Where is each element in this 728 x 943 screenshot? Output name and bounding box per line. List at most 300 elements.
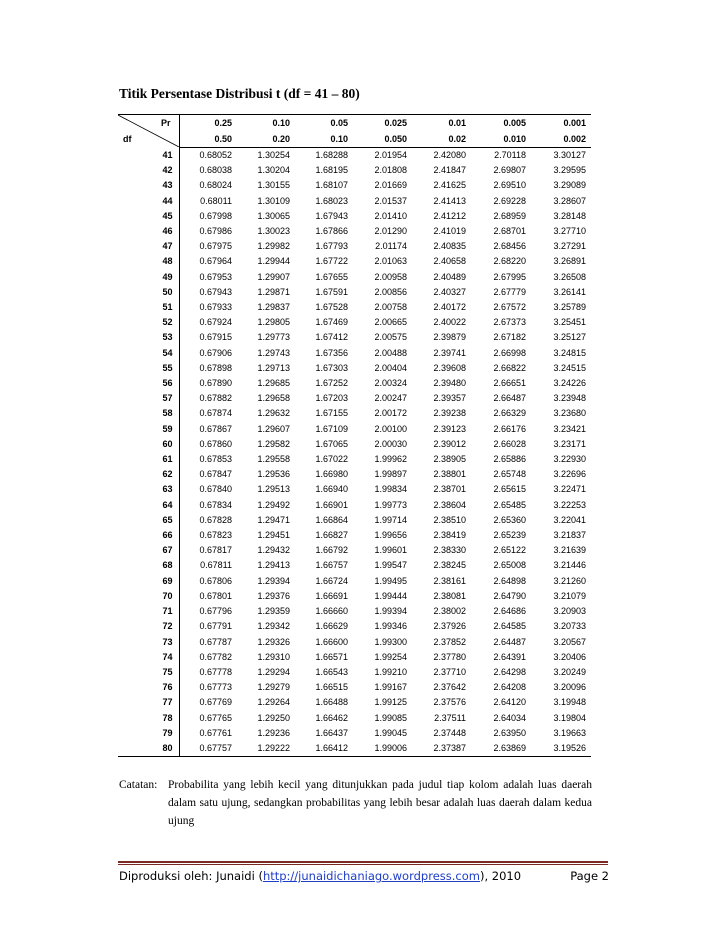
value-cell: 1.66571 — [315, 651, 348, 662]
value-cell: 0.67811 — [200, 560, 232, 571]
value-cell: 1.29558 — [257, 454, 290, 465]
pr-two-tail: 0.02 — [412, 131, 471, 148]
value-cell: 2.64898 — [493, 575, 526, 586]
value-cell: 1.99962 — [374, 454, 407, 465]
value-cell: 2.66822 — [493, 362, 526, 373]
value-cell: 1.66462 — [315, 712, 348, 723]
value-cell: 1.29413 — [257, 560, 290, 571]
value-cell: 2.70118 — [494, 150, 526, 160]
table-row — [118, 209, 591, 224]
value-cell: 3.28607 — [553, 195, 586, 206]
value-cell: 2.38081 — [433, 590, 466, 601]
value-cell: 1.30254 — [257, 150, 290, 160]
value-cell: 1.29250 — [257, 712, 290, 723]
value-cell: 2.66651 — [493, 378, 526, 389]
table-row — [118, 711, 591, 726]
value-cell: 2.67373 — [493, 317, 526, 328]
value-cell: 3.25451 — [553, 317, 586, 328]
df-cell: 65 — [118, 513, 179, 528]
value-cell: 2.65008 — [493, 560, 526, 571]
value-cell: 2.01410 — [374, 210, 407, 221]
value-cell: 3.19948 — [553, 697, 586, 708]
value-cell: 2.37710 — [433, 666, 466, 677]
value-cell: 2.38801 — [433, 469, 466, 480]
value-cell: 1.29658 — [257, 393, 290, 404]
value-cell: 3.27710 — [553, 226, 586, 237]
value-cell: 1.66980 — [315, 469, 348, 480]
value-cell: 1.99210 — [374, 666, 407, 677]
value-cell: 0.67975 — [199, 241, 232, 252]
value-cell: 1.66515 — [315, 682, 348, 693]
table-row — [118, 528, 591, 543]
value-cell: 1.29310 — [257, 651, 290, 662]
pr-two-tail: 0.50 — [179, 131, 237, 148]
value-cell: 1.30109 — [257, 195, 290, 206]
value-cell: 2.64120 — [493, 697, 526, 708]
value-cell: 3.25127 — [553, 332, 586, 343]
value-cell: 1.68195 — [315, 165, 348, 176]
value-cell: 1.67655 — [315, 271, 348, 282]
df-cell: 42 — [118, 163, 179, 178]
value-cell: 1.66864 — [315, 514, 348, 525]
value-cell: 3.21260 — [553, 575, 586, 586]
value-cell: 1.30204 — [257, 165, 290, 176]
value-cell: 2.64298 — [493, 666, 526, 677]
df-cell: 43 — [118, 178, 179, 193]
value-cell: 0.67860 — [199, 438, 232, 449]
value-cell: 1.29451 — [257, 530, 290, 541]
pr-one-tail: 0.05 — [295, 115, 353, 132]
table-row — [118, 376, 591, 391]
value-cell: 1.68107 — [315, 180, 348, 191]
value-cell: 2.01063 — [374, 256, 407, 267]
value-cell: 1.99656 — [374, 530, 407, 541]
value-cell: 1.29632 — [257, 408, 290, 419]
value-cell: 0.68038 — [199, 165, 232, 176]
value-cell: 1.67252 — [315, 378, 348, 389]
value-cell: 1.66488 — [315, 697, 348, 708]
value-cell: 1.67109 — [315, 423, 348, 434]
value-cell: 3.23948 — [553, 393, 586, 404]
pr-one-tail: 0.25 — [179, 115, 237, 132]
value-cell: 3.27291 — [553, 241, 586, 252]
value-cell: 3.21446 — [553, 560, 586, 571]
table-row — [118, 543, 591, 558]
df-cell: 63 — [118, 482, 179, 497]
value-cell: 1.29582 — [257, 438, 290, 449]
table-row — [118, 194, 591, 209]
df-cell: 76 — [118, 680, 179, 695]
corner-cell — [118, 115, 179, 148]
value-cell: 2.00758 — [374, 302, 407, 313]
value-cell: 2.39012 — [433, 438, 466, 449]
value-cell: 1.67528 — [315, 302, 348, 313]
df-cell: 53 — [118, 330, 179, 345]
value-cell: 1.99773 — [374, 499, 407, 510]
df-cell: 80 — [118, 741, 179, 757]
value-cell: 0.67787 — [199, 636, 232, 647]
value-cell: 2.37511 — [434, 712, 466, 723]
value-cell: 2.37576 — [433, 697, 466, 708]
value-cell: 2.68220 — [493, 256, 526, 267]
value-cell: 2.66487 — [493, 393, 526, 404]
value-cell: 2.66028 — [493, 438, 526, 449]
value-cell: 3.22253 — [553, 499, 586, 510]
value-cell: 2.01669 — [374, 180, 407, 191]
value-cell: 2.66998 — [493, 347, 526, 358]
df-cell: 77 — [118, 695, 179, 710]
value-cell: 2.40835 — [433, 241, 466, 252]
value-cell: 1.30155 — [257, 180, 290, 191]
value-cell: 1.29471 — [257, 514, 290, 525]
value-cell: 0.67828 — [199, 514, 232, 525]
value-cell: 2.00856 — [374, 286, 407, 297]
value-cell: 1.29536 — [257, 469, 290, 480]
table-row — [118, 665, 591, 680]
value-cell: 3.19663 — [553, 727, 586, 738]
value-cell: 2.00172 — [374, 408, 407, 419]
value-cell: 2.38330 — [433, 545, 466, 556]
value-cell: 2.65886 — [493, 454, 526, 465]
value-cell: 3.20903 — [553, 606, 586, 617]
value-cell: 3.21079 — [553, 590, 586, 601]
df-cell: 54 — [118, 346, 179, 361]
value-cell: 1.99300 — [374, 636, 407, 647]
value-cell: 2.42080 — [433, 150, 466, 160]
value-cell: 3.20249 — [553, 666, 586, 677]
pr-one-tail: 0.001 — [531, 115, 591, 132]
df-cell: 62 — [118, 467, 179, 482]
value-cell: 1.29264 — [257, 697, 290, 708]
value-cell: 1.30023 — [257, 226, 290, 237]
value-cell: 1.99346 — [374, 621, 407, 632]
value-cell: 0.67933 — [199, 302, 232, 313]
value-cell: 2.38245 — [433, 560, 466, 571]
value-cell: 0.67761 — [199, 727, 232, 738]
value-cell: 2.68959 — [493, 210, 526, 221]
value-cell: 2.65239 — [493, 530, 526, 541]
value-cell: 0.67782 — [199, 651, 232, 662]
value-cell: 2.65615 — [493, 484, 526, 495]
t-distribution-table — [118, 114, 591, 757]
value-cell: 1.29607 — [257, 423, 290, 434]
value-cell: 1.66543 — [315, 666, 348, 677]
corner-df-label: df — [123, 134, 132, 144]
value-cell: 1.67303 — [315, 362, 348, 373]
value-cell: 1.67943 — [315, 210, 348, 221]
value-cell: 0.67765 — [199, 712, 232, 723]
value-cell: 3.30127 — [553, 150, 586, 160]
table-row — [118, 589, 591, 604]
df-cell: 61 — [118, 452, 179, 467]
value-cell: 0.67882 — [199, 393, 232, 404]
pr-one-tail: 0.025 — [353, 115, 412, 132]
value-cell: 3.21837 — [553, 530, 586, 541]
value-cell: 2.38002 — [433, 606, 466, 617]
footer-suffix: ), 2010 — [479, 869, 522, 883]
value-cell: 1.99167 — [374, 682, 407, 693]
value-cell: 2.38905 — [433, 454, 466, 465]
value-cell: 0.67943 — [199, 286, 232, 297]
value-cell: 2.39879 — [433, 332, 466, 343]
value-cell: 0.67773 — [199, 682, 232, 693]
pr-two-tail: 0.010 — [471, 131, 531, 148]
value-cell: 1.99495 — [374, 575, 407, 586]
value-cell: 0.67874 — [199, 408, 232, 419]
value-cell: 2.38161 — [433, 575, 466, 586]
value-cell: 2.64391 — [493, 651, 526, 662]
value-cell: 1.67412 — [315, 332, 348, 343]
table-row — [118, 391, 591, 406]
table-row — [118, 270, 591, 285]
value-cell: 2.37780 — [433, 651, 466, 662]
value-cell: 1.67469 — [315, 317, 348, 328]
value-cell: 1.29294 — [257, 666, 290, 677]
value-cell: 0.67769 — [199, 697, 232, 708]
value-cell: 3.29595 — [553, 165, 586, 176]
df-cell: 64 — [118, 498, 179, 513]
pr-one-tail: 0.10 — [237, 115, 295, 132]
table-body — [118, 148, 591, 757]
value-cell: 2.01537 — [374, 195, 407, 206]
value-cell: 2.37926 — [433, 621, 466, 632]
value-cell: 1.66940 — [315, 484, 348, 495]
table-row — [118, 635, 591, 650]
note-label: Catatan: — [119, 779, 158, 791]
value-cell: 0.67853 — [199, 454, 232, 465]
value-cell: 2.39480 — [433, 378, 466, 389]
value-cell: 2.00488 — [374, 347, 407, 358]
value-cell: 0.67757 — [179, 741, 237, 757]
value-cell: 2.38510 — [433, 514, 466, 525]
value-cell: 1.66629 — [315, 621, 348, 632]
table-row — [118, 361, 591, 376]
table-row — [118, 741, 591, 757]
value-cell: 1.29685 — [257, 378, 290, 389]
header-row-one-tail — [118, 115, 591, 132]
value-cell: 3.22930 — [553, 454, 586, 465]
value-cell: 2.00665 — [374, 317, 407, 328]
value-cell: 2.39741 — [433, 347, 466, 358]
df-cell: 59 — [118, 422, 179, 437]
value-cell: 2.38419 — [433, 530, 466, 541]
value-cell: 1.29837 — [257, 302, 290, 313]
value-cell: 2.00404 — [374, 362, 407, 373]
value-cell: 0.68011 — [200, 195, 232, 206]
table-row — [118, 437, 591, 452]
value-cell: 1.66437 — [315, 727, 348, 738]
value-cell: 1.66691 — [315, 590, 348, 601]
value-cell: 2.01808 — [374, 165, 407, 176]
value-cell: 3.29089 — [553, 180, 586, 191]
table-row — [118, 406, 591, 421]
value-cell: 1.67722 — [315, 256, 348, 267]
value-cell: 0.67953 — [199, 271, 232, 282]
value-cell: 1.67793 — [315, 241, 348, 252]
value-cell: 1.29513 — [257, 484, 290, 495]
value-cell: 0.67840 — [199, 484, 232, 495]
df-cell: 70 — [118, 589, 179, 604]
value-cell: 3.28148 — [553, 210, 586, 221]
value-cell: 1.66660 — [315, 606, 348, 617]
value-cell: 0.67924 — [199, 317, 232, 328]
value-cell: 1.66827 — [315, 530, 348, 541]
value-cell: 1.29982 — [257, 241, 290, 252]
value-cell: 0.67847 — [199, 469, 232, 480]
value-cell: 0.67801 — [199, 590, 232, 601]
table-row — [118, 300, 591, 315]
value-cell: 2.00958 — [374, 271, 407, 282]
value-cell: 2.37642 — [433, 682, 466, 693]
header-row-two-tail — [118, 131, 591, 148]
value-cell: 2.64686 — [493, 606, 526, 617]
value-cell: 1.99254 — [374, 651, 407, 662]
value-cell: 1.99897 — [374, 469, 407, 480]
value-cell: 3.22696 — [553, 469, 586, 480]
df-cell: 75 — [118, 665, 179, 680]
value-cell: 2.67779 — [493, 286, 526, 297]
value-cell: 0.67791 — [199, 621, 232, 632]
page-number: Page 2 — [570, 869, 609, 883]
value-cell: 1.66724 — [315, 575, 348, 586]
value-cell: 0.67834 — [199, 499, 232, 510]
value-cell: 2.40658 — [433, 256, 466, 267]
table-row — [118, 680, 591, 695]
value-cell: 1.67065 — [315, 438, 348, 449]
value-cell: 1.29773 — [257, 332, 290, 343]
table-row — [118, 330, 591, 345]
value-cell: 2.68456 — [493, 241, 526, 252]
table-row — [118, 726, 591, 741]
value-cell: 2.63950 — [493, 727, 526, 738]
value-cell: 3.20567 — [553, 636, 586, 647]
value-cell: 0.67906 — [199, 347, 232, 358]
df-cell: 66 — [118, 528, 179, 543]
table-row — [118, 619, 591, 634]
value-cell: 2.69228 — [493, 195, 526, 206]
value-cell: 1.29805 — [257, 317, 290, 328]
df-cell: 50 — [118, 285, 179, 300]
value-cell: 2.37448 — [433, 727, 466, 738]
table-row — [118, 695, 591, 710]
value-cell: 2.67182 — [493, 332, 526, 343]
value-cell: 2.00575 — [374, 332, 407, 343]
value-cell: 2.63869 — [471, 741, 531, 757]
df-cell: 44 — [118, 194, 179, 209]
value-cell: 2.41019 — [433, 226, 466, 237]
table-row — [118, 467, 591, 482]
value-cell: 1.29342 — [257, 621, 290, 632]
df-cell: 71 — [118, 604, 179, 619]
df-cell: 60 — [118, 437, 179, 452]
value-cell: 0.67796 — [199, 606, 232, 617]
value-cell: 2.00324 — [374, 378, 407, 389]
value-cell: 1.29907 — [257, 271, 290, 282]
value-cell: 1.29376 — [257, 590, 290, 601]
value-cell: 2.69510 — [493, 180, 526, 191]
df-cell: 79 — [118, 726, 179, 741]
df-cell: 58 — [118, 406, 179, 421]
value-cell: 3.20406 — [553, 651, 586, 662]
footer-link[interactable]: http://junaidichaniago.wordpress.com — [262, 869, 480, 883]
value-cell: 0.67890 — [199, 378, 232, 389]
value-cell: 2.64208 — [493, 682, 526, 693]
value-cell: 2.64487 — [493, 636, 526, 647]
footer-rule-thin — [118, 864, 608, 865]
table-row — [118, 650, 591, 665]
pr-one-tail: 0.01 — [412, 115, 471, 132]
value-cell: 2.00030 — [374, 438, 407, 449]
df-cell: 69 — [118, 574, 179, 589]
value-cell: 2.65360 — [493, 514, 526, 525]
value-cell: 1.29432 — [257, 545, 290, 556]
value-cell: 3.22041 — [553, 514, 586, 525]
value-cell: 1.66412 — [295, 741, 353, 757]
footer-prefix: Diproduksi oleh: Junaidi ( — [119, 869, 263, 883]
value-cell: 1.30065 — [257, 210, 290, 221]
value-cell: 0.68052 — [199, 150, 232, 160]
table-row — [118, 558, 591, 573]
pr-two-tail: 0.20 — [237, 131, 295, 148]
value-cell: 0.67986 — [199, 226, 232, 237]
value-cell: 0.67915 — [199, 332, 232, 343]
table-row — [118, 498, 591, 513]
footer-rule — [118, 861, 608, 863]
corner-pr-label: Pr — [160, 118, 171, 128]
table-row — [118, 574, 591, 589]
value-cell: 1.29279 — [257, 682, 290, 693]
value-cell: 2.41847 — [433, 165, 466, 176]
value-cell: 1.29743 — [257, 347, 290, 358]
df-cell: 41 — [118, 148, 179, 164]
value-cell: 0.67867 — [199, 423, 232, 434]
note — [119, 776, 592, 830]
table-row — [118, 604, 591, 619]
df-cell: 49 — [118, 270, 179, 285]
value-cell: 1.29492 — [257, 499, 290, 510]
value-cell: 2.01954 — [374, 150, 407, 160]
value-cell: 0.67964 — [199, 256, 232, 267]
value-cell: 1.67866 — [315, 226, 348, 237]
value-cell: 2.01174 — [375, 241, 407, 252]
value-cell: 1.29236 — [257, 727, 290, 738]
value-cell: 2.39123 — [433, 423, 466, 434]
value-cell: 3.25789 — [553, 302, 586, 313]
table-row — [118, 452, 591, 467]
value-cell: 1.99006 — [353, 741, 412, 757]
df-cell: 67 — [118, 543, 179, 558]
pr-one-tail: 0.005 — [471, 115, 531, 132]
df-cell: 48 — [118, 254, 179, 269]
value-cell: 1.29871 — [257, 286, 290, 297]
value-cell: 3.24515 — [553, 362, 586, 373]
table-row — [118, 239, 591, 254]
value-cell: 0.68024 — [199, 180, 232, 191]
value-cell: 3.26891 — [553, 256, 586, 267]
value-cell: 2.00100 — [374, 423, 407, 434]
df-cell: 73 — [118, 635, 179, 650]
value-cell: 1.99547 — [374, 560, 407, 571]
pr-two-tail: 0.002 — [531, 131, 591, 148]
value-cell: 2.37852 — [433, 636, 466, 647]
value-cell: 3.24815 — [553, 347, 586, 358]
value-cell: 3.23680 — [553, 408, 586, 419]
df-cell: 78 — [118, 711, 179, 726]
value-cell: 2.68701 — [493, 226, 526, 237]
value-cell: 2.39357 — [433, 393, 466, 404]
value-cell: 3.22471 — [553, 484, 586, 495]
pr-two-tail: 0.050 — [353, 131, 412, 148]
